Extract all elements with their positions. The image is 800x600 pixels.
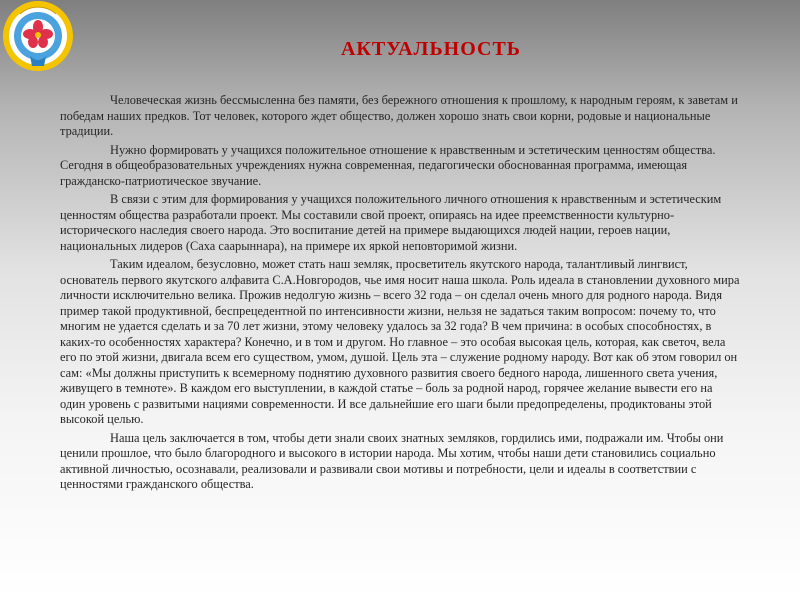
slide-title: АКТУАЛЬНОСТЬ [340,38,522,60]
paragraph: Человеческая жизнь бессмысленна без памяти, без бережного отношения к прошлому, к народным героям, к заветам и победам наших предков. Тот человек, которого ждет общество, должен хорошо знать свои корни, родовые и национальные традиции. [60,93,738,138]
paragraph: Нужно формировать у учащихся положительное отношение к нравственным и эстетическим ценностям общества. Сегодня в общеобразовательных учреждениях нужна современная, педагогически обоснованная программа, имеющая гражданско-патриотическое звучание. [60,142,716,188]
paragraph: В связи с этим для формирования у учащихся положительного личного отношения к нравственным и эстетическим ценностям общества разработали проект. Мы составили свой проект, опираясь на идее преемственности культурно-исторического наследия своего народа. Это воспитание детей на примере выдающихся людей нации, героев нации, национальных лидеров (Саха саарыннара), на примере их яркой неповторимой жизни. [60,192,722,253]
paragraph: Наша цель заключается в том, чтобы дети знали своих знатных земляков, гордились ими, подражали им. Чтобы они ценили прошлое, что было благородного и высокого в истории народа. Мы хотим, чтобы наши дети становились социально активной личностью, осознавали, реализовали и развивали свои мотивы и потребности, цели и идеалы в соответствии с ценностями гражданского общества. [60,430,724,491]
paragraph: Таким идеалом, безусловно, может стать наш земляк, просветитель якутского народа, талантливый лингвист, основатель первого якутского алфавита С.А.Новгородов, чье имя носит наша школа. Роль идеала в становлении духовного мира личности исключительно велика. Прожив недолгую жизнь – всего 32 года – он сделал очень много для родного народа. Видя пример такой продуктивной, беспрецедентной по интенсивности жизни, нельзя не задаться таким вопросом: почему то, что многим не удается сделать и за 70 лет жизни, этому человеку удалось за 32 года? В чем причина: в особых способностях, в каких-то особенностях характера? Конечно, и в том и другом. Но главное – это особая высокая цель, которая, как светоч, вела его по этой жизни, двигала всем его существом, умом, душой. Цель эта – служение родному народу. Вот как об этом говорил он сам: «Мы должны приступить к всемерному поднятию духовного развития своего бедного народа, лишенного света учения, живущего в темноте». В каждом его выступлении, в каждой статье – боль за родной народ, горячее желание вывести его на один уровень с развитыми нациями современности. И все дальнейшие его шаги были предопределены, продиктованы этой высокой целью. [60,257,740,426]
slide-body [60,93,740,496]
